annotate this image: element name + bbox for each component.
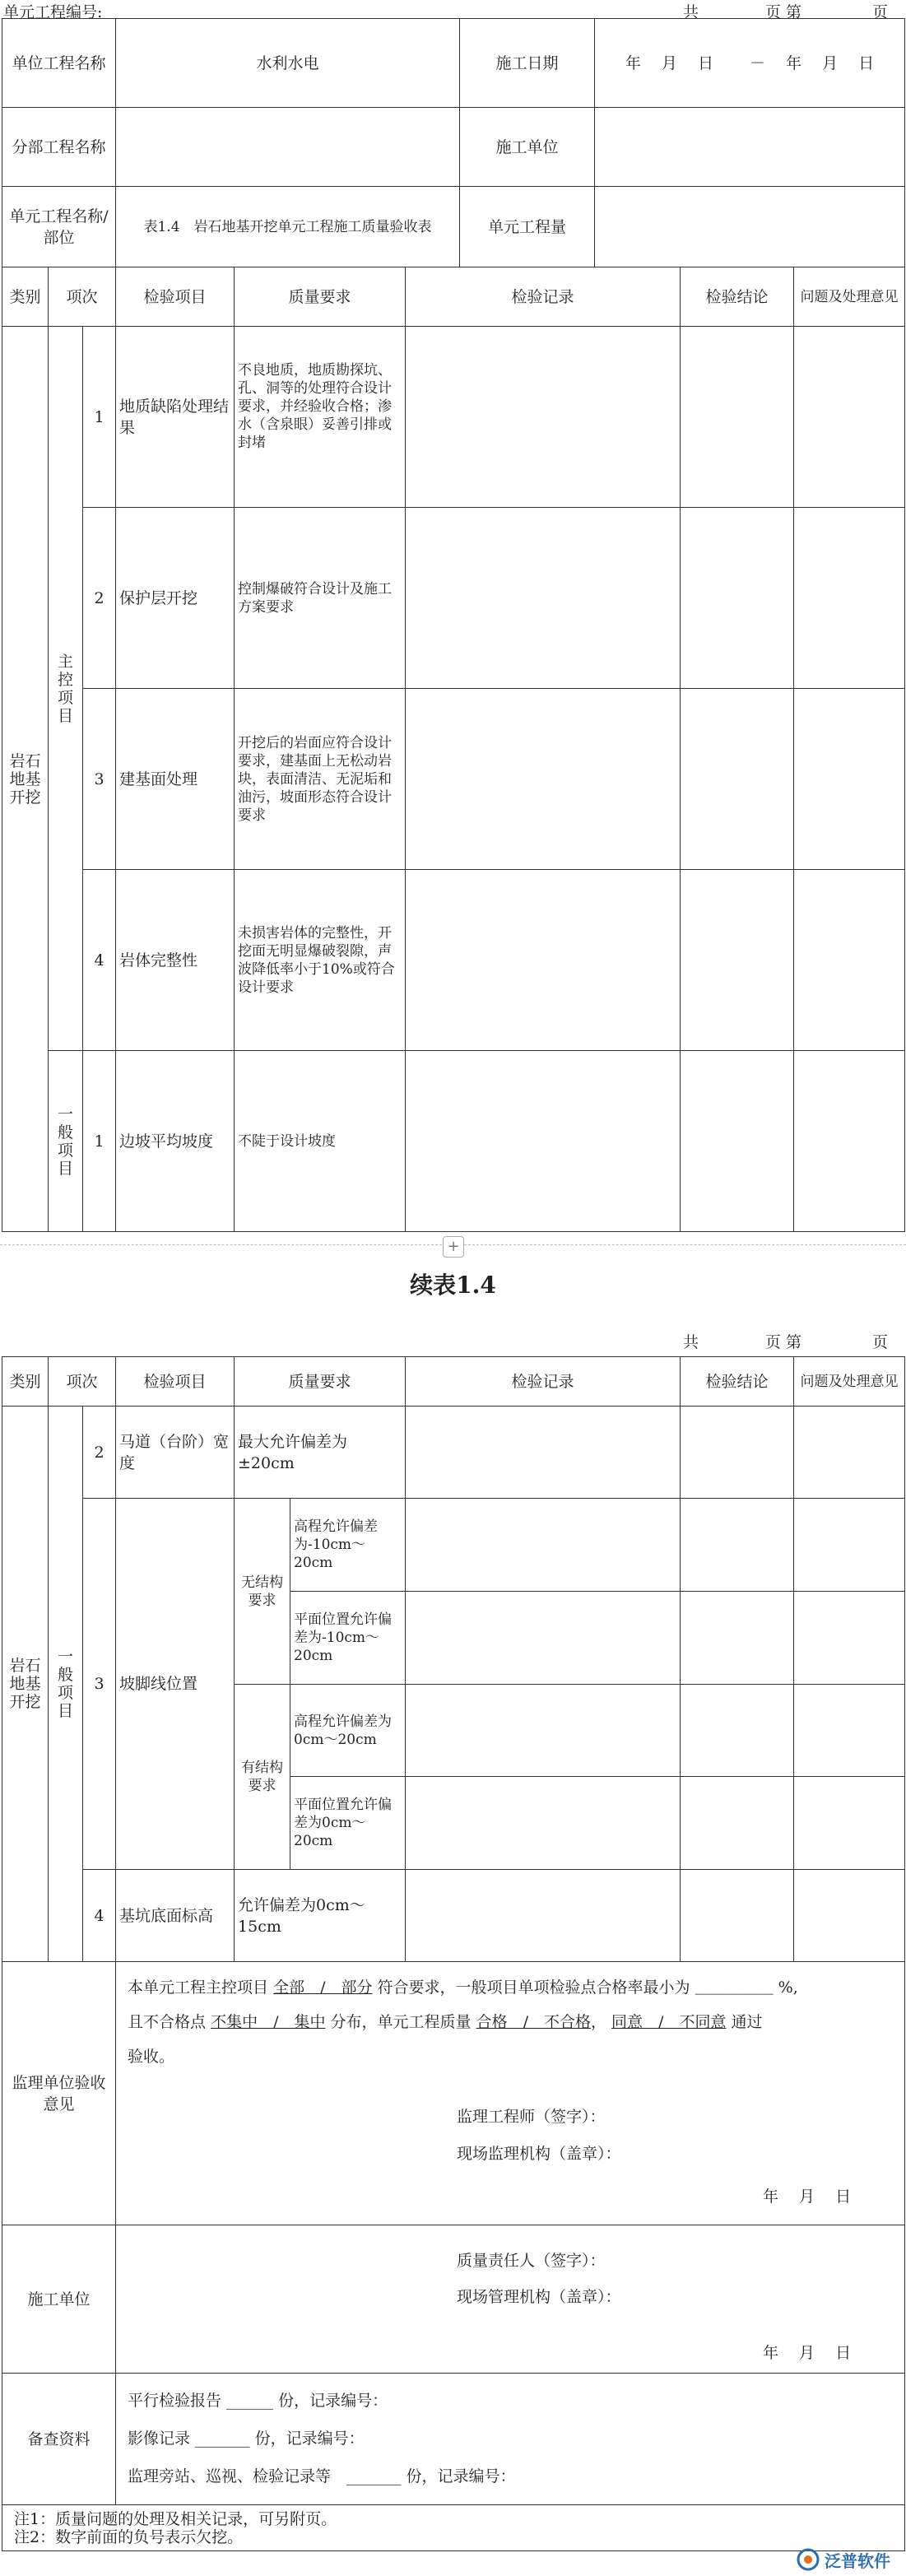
- supervision-line-3: 验收。: [128, 2048, 175, 2066]
- construction-unit-cell[interactable]: [116, 2225, 905, 2374]
- item-record[interactable]: [406, 689, 681, 870]
- element-project-name-value[interactable]: 表1.4 岩石地基开挖单元工程施工质量验收表: [116, 187, 460, 267]
- general-group-cell: 一般项目: [49, 1407, 83, 1962]
- item-issues[interactable]: [794, 1685, 905, 1777]
- item-no: 4: [83, 1870, 116, 1962]
- supervision-date[interactable]: 年 月 日: [763, 2188, 852, 2206]
- supervision-records[interactable]: 监理旁站、巡视、检验记录等 _______ 份，记录编号：: [128, 2467, 516, 2485]
- notes-cell: [2, 2505, 905, 2551]
- inspection-table-1: [2, 267, 905, 1232]
- page-of-label: 页 第: [765, 3, 802, 21]
- col-inspection-conclusion: 检验结论: [681, 1357, 794, 1407]
- category-cell: 岩石地基开挖: [2, 1407, 49, 1962]
- item-issues[interactable]: [794, 1870, 905, 1962]
- item-conclusion[interactable]: [681, 1499, 794, 1592]
- item-record[interactable]: [406, 327, 681, 508]
- option-agree[interactable]: 同意 / 不同意: [611, 2013, 727, 2031]
- element-quantity-value[interactable]: [595, 187, 905, 267]
- watermark-text: 泛普软件: [825, 2550, 890, 2571]
- sub-project-name-value[interactable]: [116, 108, 460, 187]
- item-requirement: 未损害岩体的完整性，开挖面无明显爆破裂隙，声波降低率小于10%或符合设计要求: [235, 870, 406, 1051]
- unit-number-label: 单元工程编号:: [3, 3, 103, 21]
- info-table: [2, 18, 905, 267]
- item-issues[interactable]: [794, 870, 905, 1051]
- item-requirement: 不陡于设计坡度: [235, 1051, 406, 1232]
- item-no: 2: [83, 1407, 116, 1499]
- item-conclusion[interactable]: [681, 689, 794, 870]
- main-group-cell: 主控项目: [49, 327, 83, 1051]
- col-inspection-record: 检验记录: [406, 1357, 681, 1407]
- col-category: 类别: [2, 267, 49, 327]
- item-no: 3: [83, 1499, 116, 1870]
- note-1: 注1：质量问题的处理及相关记录，可另附页。: [14, 2509, 337, 2528]
- option-concentrated[interactable]: 不集中 / 集中: [211, 2013, 326, 2031]
- item-requirement: 不良地质，地质勘探坑、孔、洞等的处理符合设计要求，并经验收合格；渗水（含泉眼）妥善引排或封堵: [235, 327, 406, 508]
- item-issues[interactable]: [794, 1407, 905, 1499]
- item-conclusion[interactable]: [681, 1777, 794, 1870]
- item-requirement: 最大允许偏差为±20cm: [235, 1407, 406, 1499]
- option-qualified[interactable]: 合格 / 不合格: [476, 2013, 591, 2031]
- col-issues: 问题及处理意见: [794, 267, 905, 327]
- page-label: 页: [872, 1333, 889, 1351]
- quality-responsible-signature[interactable]: 质量责任人（签字）：: [457, 2252, 606, 2270]
- backup-docs-label: 备查资料: [2, 2374, 116, 2505]
- item-conclusion[interactable]: [681, 1592, 794, 1685]
- item-name: 马道（台阶）宽度: [116, 1407, 235, 1499]
- backup-docs-cell[interactable]: [116, 2374, 905, 2505]
- col-issues: 问题及处理意见: [794, 1357, 905, 1407]
- construction-date-label: 施工日期: [460, 19, 595, 108]
- item-requirement: 允许偏差为0cm～15cm: [235, 1870, 406, 1962]
- category-cell: 岩石地基开挖: [2, 327, 49, 1232]
- item-issues[interactable]: [794, 1499, 905, 1592]
- col-quality-requirement: 质量要求: [235, 267, 406, 327]
- video-record[interactable]: 影像记录 _______ 份，记录编号：: [128, 2430, 365, 2448]
- item-requirement: 开挖后的岩面应符合设计要求，建基面上无松动岩块，表面清洁、无泥垢和油污，坡面形态符合设计要求: [235, 689, 406, 870]
- supervision-seal[interactable]: 现场监理机构（盖章）：: [457, 2145, 621, 2163]
- item-record[interactable]: [406, 870, 681, 1051]
- item-name: 地质缺陷处理结果: [116, 327, 235, 508]
- item-issues[interactable]: [794, 508, 905, 689]
- supervisor-signature[interactable]: 监理工程师（签字）：: [457, 2108, 606, 2126]
- item-record[interactable]: [406, 1592, 681, 1685]
- item-name: 基坑底面标高: [116, 1870, 235, 1962]
- option-all-part[interactable]: 全部 / 部分: [273, 1978, 373, 1997]
- page-label: 页: [872, 3, 889, 21]
- add-page-button[interactable]: +: [443, 1236, 464, 1258]
- item-issues[interactable]: [794, 327, 905, 508]
- sub-requirement: 平面位置允许偏差为0cm～20cm: [290, 1777, 406, 1870]
- unit-project-name-label: 单位工程名称: [2, 19, 116, 108]
- construction-unit-label: 施工单位: [460, 108, 595, 187]
- item-no: 3: [83, 689, 116, 870]
- item-issues[interactable]: [794, 1777, 905, 1870]
- supervision-label: 监理单位验收意见: [2, 1962, 116, 2225]
- sub-requirement: 高程允许偏差为0cm～20cm: [290, 1685, 406, 1777]
- construction-unit-label: 施工单位: [2, 2225, 116, 2374]
- item-no: 1: [83, 1051, 116, 1232]
- item-record[interactable]: [406, 1777, 681, 1870]
- col-inspection-item: 检验项目: [116, 1357, 235, 1407]
- parallel-test-report[interactable]: 平行检验报告 ______ 份，记录编号：: [128, 2392, 388, 2410]
- item-name: 坡脚线位置: [116, 1499, 235, 1870]
- item-name: 岩体完整性: [116, 870, 235, 1051]
- unit-project-name-value[interactable]: 水利水电: [116, 19, 460, 108]
- item-conclusion[interactable]: [681, 508, 794, 689]
- construction-date-value[interactable]: 年 月 日 － 年 月 日: [595, 19, 905, 108]
- item-conclusion[interactable]: [681, 870, 794, 1051]
- continued-table-title: 续表1.4: [410, 1272, 496, 1299]
- item-name: 建基面处理: [116, 689, 235, 870]
- col-inspection-record: 检验记录: [406, 267, 681, 327]
- col-category: 类别: [2, 1357, 49, 1407]
- inspection-table-2: [2, 1356, 905, 2551]
- item-requirement: 控制爆破符合设计及施工方案要求: [235, 508, 406, 689]
- construction-unit-value[interactable]: [595, 108, 905, 187]
- item-issues[interactable]: [794, 689, 905, 870]
- item-conclusion[interactable]: [681, 1685, 794, 1777]
- item-issues[interactable]: [794, 1592, 905, 1685]
- item-conclusion[interactable]: [681, 1407, 794, 1499]
- sub-requirement: 平面位置允许偏差为-10cm～20cm: [290, 1592, 406, 1685]
- item-conclusion[interactable]: [681, 1051, 794, 1232]
- item-record[interactable]: [406, 1407, 681, 1499]
- sub-project-name-label: 分部工程名称: [2, 108, 116, 187]
- sub-condition: 无结构要求: [235, 1499, 290, 1685]
- supervision-line-1: 本单元工程主控项目 全部 / 部分 符合要求，一般项目单项检验点合格率最小为 ＿＿＿＿＿ %,: [128, 1978, 798, 1997]
- logo-icon: [795, 2547, 821, 2572]
- site-management-seal[interactable]: 现场管理机构（盖章）：: [457, 2288, 621, 2306]
- element-quantity-label: 单元工程量: [460, 187, 595, 267]
- item-conclusion[interactable]: [681, 1870, 794, 1962]
- element-project-name-label: 单元工程名称/部位: [2, 187, 116, 267]
- col-inspection-conclusion: 检验结论: [681, 267, 794, 327]
- item-record[interactable]: [406, 1499, 681, 1592]
- item-name: 边坡平均坡度: [116, 1051, 235, 1232]
- item-record[interactable]: [406, 1685, 681, 1777]
- supervision-line-2: 且不合格点 不集中 / 集中 分布，单元工程质量 合格 / 不合格， 同意 / 不同意 通过: [128, 2013, 763, 2031]
- col-item-no: 项次: [49, 1357, 116, 1407]
- supervision-opinion-cell[interactable]: [116, 1962, 905, 2225]
- item-record[interactable]: [406, 1870, 681, 1962]
- item-issues[interactable]: [794, 1051, 905, 1232]
- item-no: 1: [83, 327, 116, 508]
- item-record[interactable]: [406, 508, 681, 689]
- construction-date[interactable]: 年 月 日: [763, 2344, 852, 2362]
- page-total-label: 共: [683, 1333, 699, 1351]
- col-inspection-item: 检验项目: [116, 267, 235, 327]
- item-no: 4: [83, 870, 116, 1051]
- item-conclusion[interactable]: [681, 327, 794, 508]
- page-of-label: 页 第: [765, 1333, 802, 1351]
- general-group-cell: 一般项目: [49, 1051, 83, 1232]
- watermark-logo: [795, 2546, 902, 2573]
- sub-condition: 有结构要求: [235, 1685, 290, 1870]
- col-item-no: 项次: [49, 267, 116, 327]
- sub-requirement: 高程允许偏差为-10cm～20cm: [290, 1499, 406, 1592]
- note-2: 注2：数字前面的负号表示欠挖。: [14, 2527, 244, 2546]
- page-total-label: 共: [683, 3, 699, 21]
- col-quality-requirement: 质量要求: [235, 1357, 406, 1407]
- item-name: 保护层开挖: [116, 508, 235, 689]
- item-no: 2: [83, 508, 116, 689]
- item-record[interactable]: [406, 1051, 681, 1232]
